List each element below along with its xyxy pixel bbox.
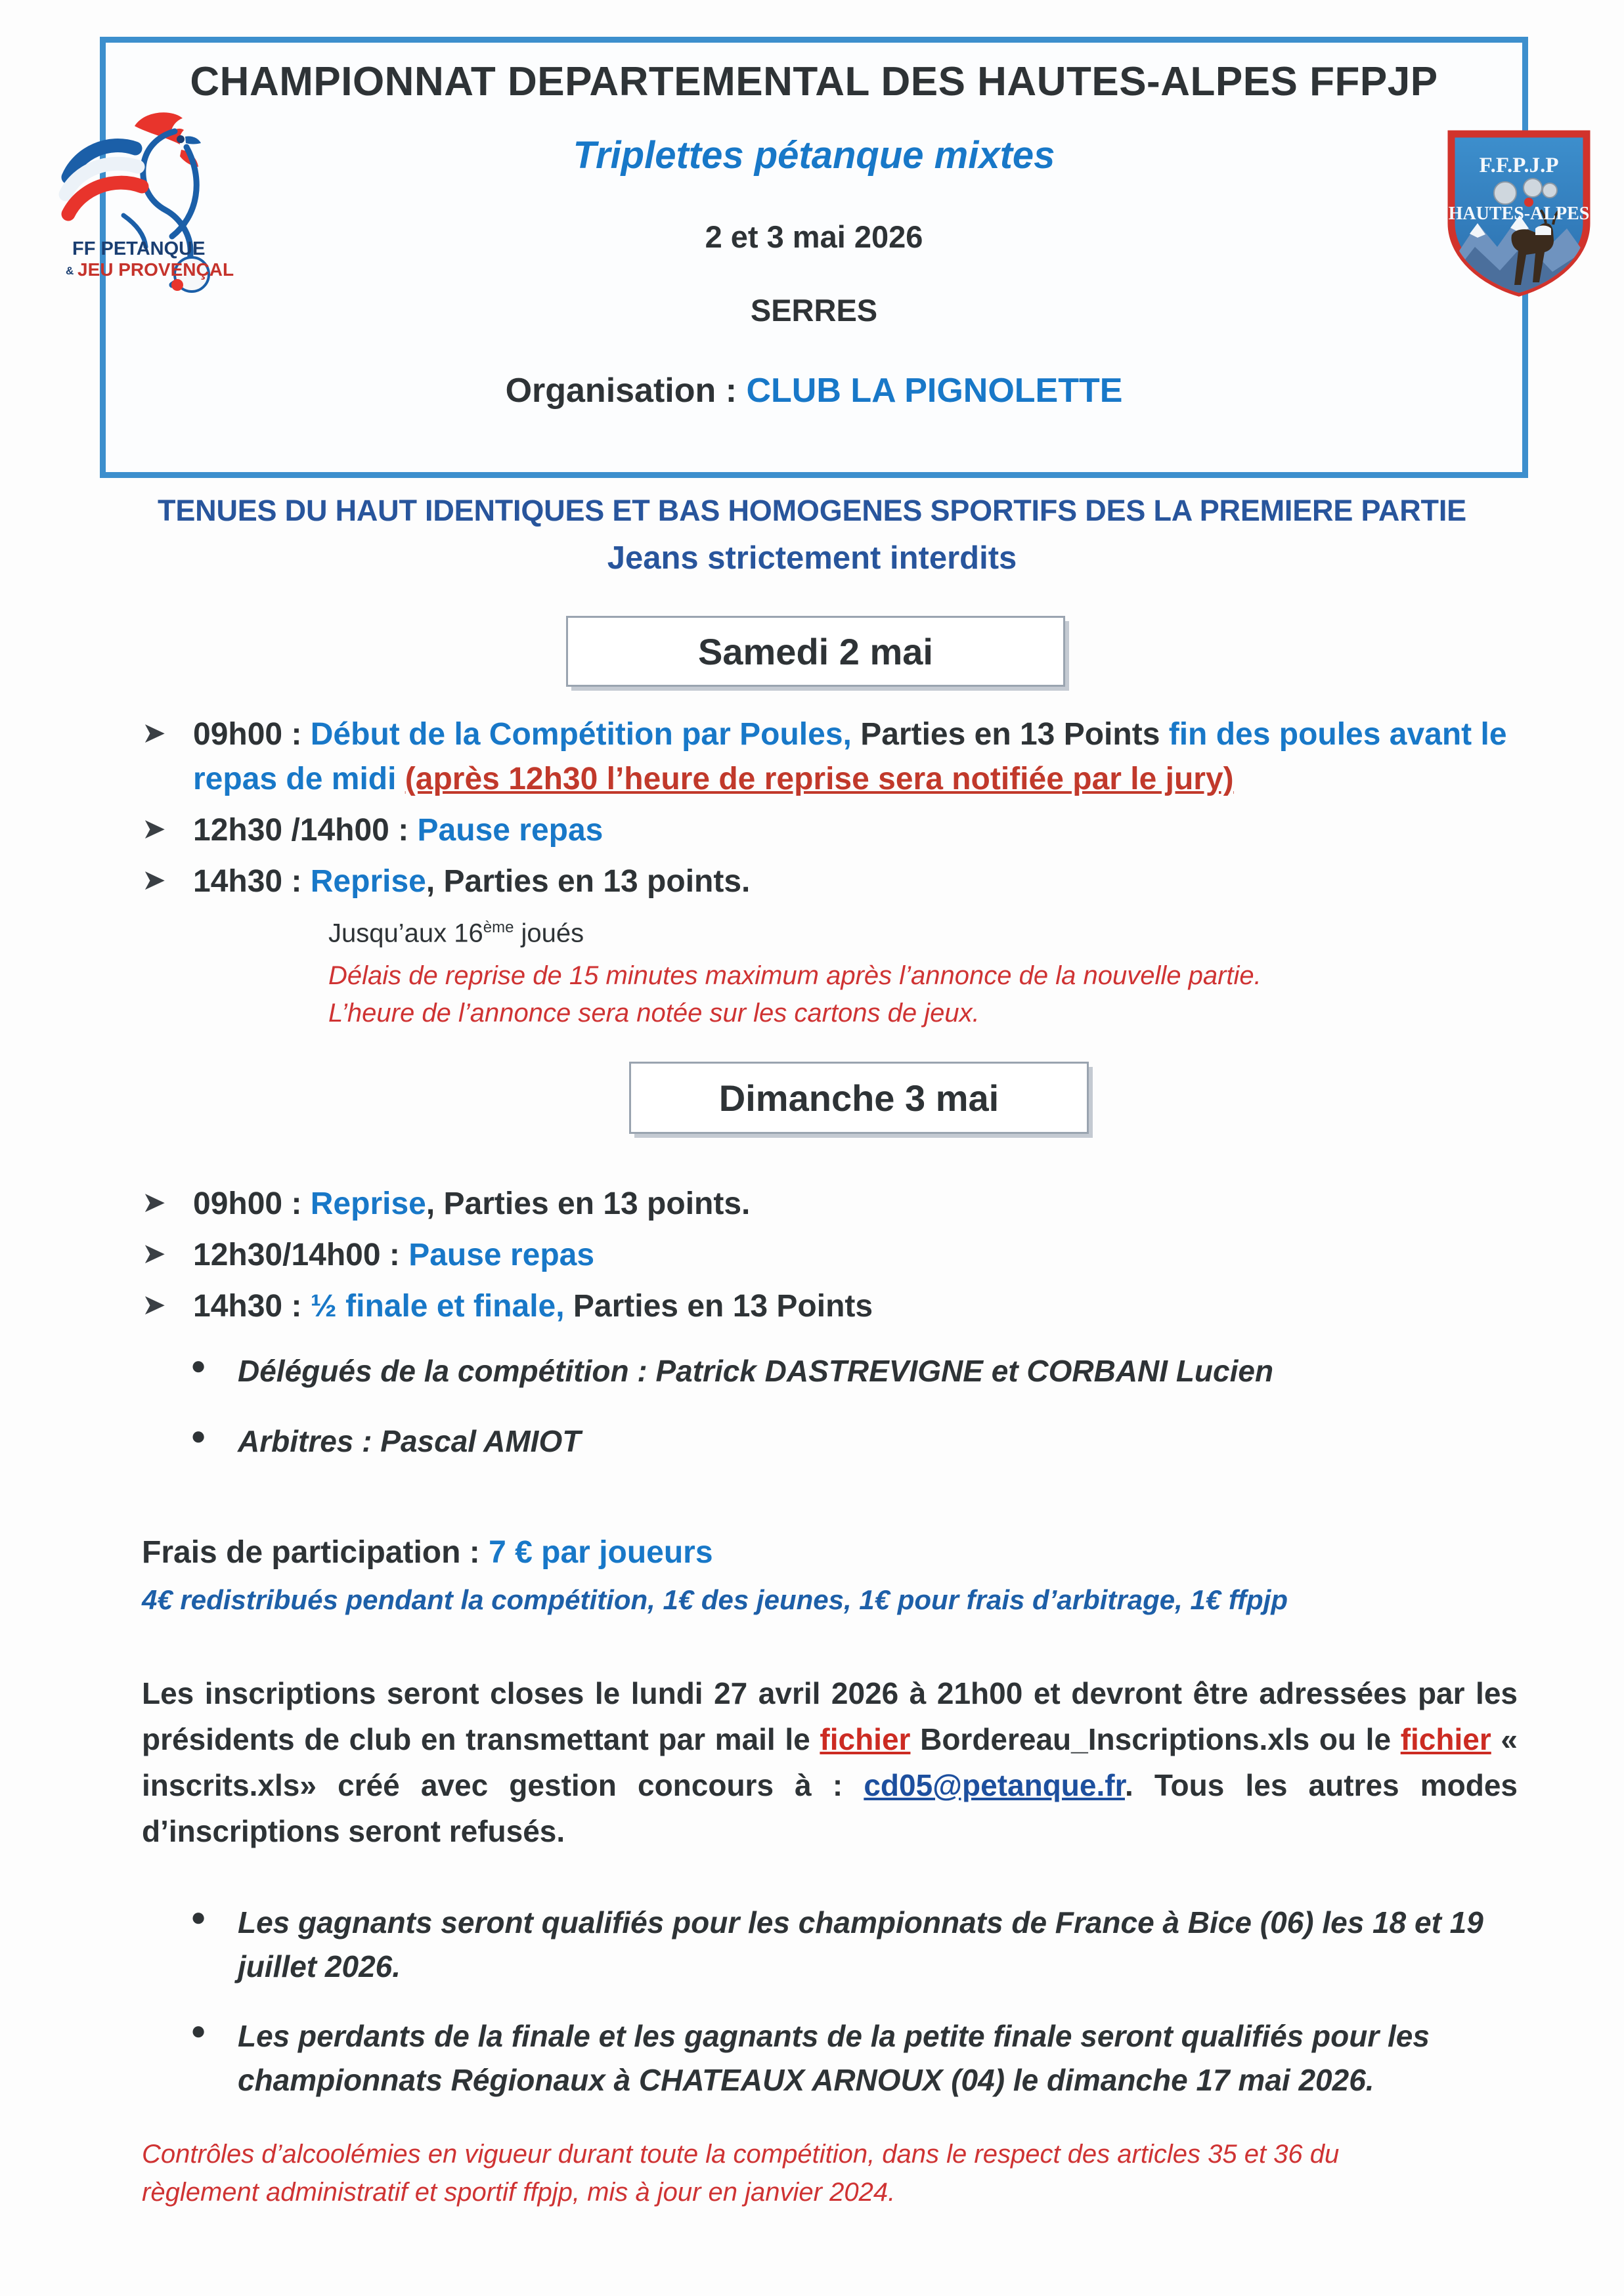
- disc-bullet-icon: ●: [190, 1351, 207, 1380]
- svg-text:JEU PROVENÇAL: JEU PROVENÇAL: [77, 259, 234, 280]
- registration-paragraph: [142, 1671, 1518, 1855]
- detail-label: Parties en 13 Points: [851, 717, 1169, 752]
- event-date: 2 et 3 mai 2026: [705, 219, 923, 254]
- disc-bullet-icon: ●: [190, 2016, 207, 2046]
- rounds-note-prefix: Jusqu’aux 16: [328, 919, 483, 948]
- day-heading-sunday: Dimanche 3 mai: [629, 1062, 1089, 1134]
- activity-label: Début de la Compétition par Poules,: [310, 717, 852, 752]
- rounds-note-sup: ème: [483, 919, 514, 936]
- ffpjp-hautes-alpes-shield-logo: [1437, 125, 1601, 299]
- fees-label: Frais de participation :: [142, 1535, 489, 1570]
- activity-label: ½ finale et finale,: [310, 1289, 565, 1324]
- schedule-sunday: [142, 1182, 1521, 1335]
- arrow-bullet-icon: ➤: [142, 717, 166, 749]
- registration-part-3: « inscrits.xls» créé avec gestion concours à :: [142, 1722, 1518, 1802]
- email-link[interactable]: cd05@petanque.fr: [864, 1767, 1125, 1802]
- list-item: [190, 1349, 1504, 1393]
- schedule-row-text: [193, 859, 1521, 904]
- time-label: 12h30/14h00 :: [193, 1238, 409, 1273]
- registration-part-1: Les inscriptions seront closes le lundi 27 avril 2026 à 21h00 et devront être adressées par les présidents de club en transmettant par mail le: [142, 1676, 1518, 1756]
- arrow-bullet-icon: ➤: [142, 1186, 166, 1219]
- schedule-row: [142, 1182, 1521, 1226]
- delay-note-line-2: L’heure de l’annonce sera notée sur les cartons de jeux.: [328, 999, 980, 1028]
- list-item: [190, 1901, 1517, 1988]
- time-label: 09h00 :: [193, 717, 311, 752]
- rounds-note-suffix: joués: [514, 919, 584, 948]
- ff-petanque-rooster-logo: [46, 98, 256, 295]
- referees-label: Arbitres : Pascal AMIOT: [238, 1423, 581, 1458]
- saturday-subnotes: [328, 919, 1510, 1032]
- arrow-bullet-icon: ➤: [142, 813, 166, 846]
- schedule-row-text: [193, 1233, 1521, 1278]
- svg-text:FF PETANQUE: FF PETANQUE: [72, 238, 206, 259]
- organisation-label: Organisation :: [505, 372, 747, 410]
- list-item: [190, 1419, 1504, 1463]
- schedule-row-text: [193, 1284, 1521, 1329]
- dresscode-line-1: TENUES DU HAUT IDENTIQUES ET BAS HOMOGENES SPORTIFS DES LA PREMIERE PARTIE: [158, 494, 1466, 527]
- organisation-value: CLUB LA PIGNOLETTE: [746, 372, 1123, 410]
- qualification-list: [190, 1901, 1517, 2129]
- officials-list: [190, 1349, 1504, 1489]
- winners-qualification-text: Les gagnants seront qualifiés pour les championnats de France à Bice (06) les 18 et 19 juillet 2026.: [238, 1905, 1483, 1983]
- event-city: SERRES: [750, 293, 878, 328]
- time-label: 14h30 :: [193, 864, 311, 899]
- registration-part-2: Bordereau_Inscriptions.xls ou le: [910, 1722, 1401, 1756]
- schedule-row: [142, 808, 1521, 853]
- delay-note-line-1: Délais de reprise de 15 minutes maximum après l’annonce de la nouvelle partie.: [328, 961, 1262, 991]
- rounds-note: [328, 919, 1510, 948]
- schedule-row: [142, 1284, 1521, 1329]
- competition-subtitle: Triplettes pétanque mixtes: [573, 134, 1055, 177]
- footer-line-2: règlement administratif et sportif ffpjp, mis à jour en janvier 2024.: [142, 2178, 896, 2207]
- schedule-row-text: [193, 1182, 1521, 1226]
- schedule-saturday: [142, 712, 1521, 911]
- activity-label: Reprise: [310, 864, 426, 899]
- jury-note: (après 12h30 l’heure de reprise sera notifiée par le jury): [405, 762, 1234, 797]
- fees-breakdown: 4€ redistribués pendant la compétition, 1€ des jeunes, 1€ pour frais d’arbitrage, 1€ ffpjp: [142, 1584, 1288, 1615]
- arrow-bullet-icon: ➤: [142, 864, 166, 897]
- delegates-label: Délégués de la compétition : Patrick DASTREVIGNE et CORBANI Lucien: [238, 1354, 1274, 1388]
- day-heading-saturday: Samedi 2 mai: [566, 616, 1065, 687]
- header-box: [100, 37, 1528, 478]
- detail-label: Parties en 13 Points: [564, 1289, 873, 1324]
- schedule-row-text: [193, 712, 1521, 802]
- disc-bullet-icon: ●: [190, 1903, 207, 1932]
- schedule-row: [142, 712, 1521, 802]
- time-label: 14h30 :: [193, 1289, 311, 1324]
- svg-text:&: &: [66, 265, 74, 277]
- svg-text:HAUTES-ALPES: HAUTES-ALPES: [1448, 204, 1590, 224]
- activity-label: Pause repas: [417, 813, 604, 848]
- organisation-line: [106, 371, 1522, 410]
- file-link-2[interactable]: fichier: [1400, 1722, 1491, 1756]
- disc-bullet-icon: ●: [190, 1421, 207, 1450]
- schedule-row: [142, 859, 1521, 904]
- svg-text:F.F.P.J.P: F.F.P.J.P: [1479, 154, 1559, 177]
- arrow-bullet-icon: ➤: [142, 1238, 166, 1270]
- arrow-bullet-icon: ➤: [142, 1289, 166, 1322]
- time-label: 12h30 /14h00 :: [193, 813, 418, 848]
- dresscode-line-2: Jeans strictement interdits: [607, 540, 1017, 576]
- footer-line-1: Contrôles d’alcoolémies en vigueur durant toute la compétition, dans le respect des articles 35 et 36 du: [142, 2140, 1340, 2169]
- poules-note: fin des poules avant le repas de midi: [193, 717, 1507, 797]
- activity-label: Reprise: [310, 1186, 426, 1221]
- file-link-1[interactable]: fichier: [820, 1722, 911, 1756]
- activity-label: Pause repas: [408, 1238, 595, 1273]
- detail-label: , Parties en 13 points.: [426, 1186, 751, 1221]
- alcohol-control-footer: [142, 2135, 1455, 2211]
- time-label: 09h00 :: [193, 1186, 311, 1221]
- schedule-row: [142, 1233, 1521, 1278]
- registration-part-4: . Tous les autres modes d’inscriptions seront refusés.: [142, 1767, 1518, 1848]
- list-item: [190, 2014, 1517, 2102]
- fees-value: 7 € par joueurs: [489, 1535, 713, 1570]
- losers-qualification-text: Les perdants de la finale et les gagnants de la petite finale seront qualifiés pour les championnats Régionaux à CHATEAUX ARNOUX (04) le dimanche 17 mai 2026.: [238, 2019, 1430, 2098]
- fees-line: [142, 1534, 713, 1570]
- page-title: CHAMPIONNAT DEPARTEMENTAL DES HAUTES-ALPES FFPJP: [190, 59, 1438, 104]
- detail-label: , Parties en 13 points.: [426, 864, 751, 899]
- schedule-row-text: [193, 808, 1521, 853]
